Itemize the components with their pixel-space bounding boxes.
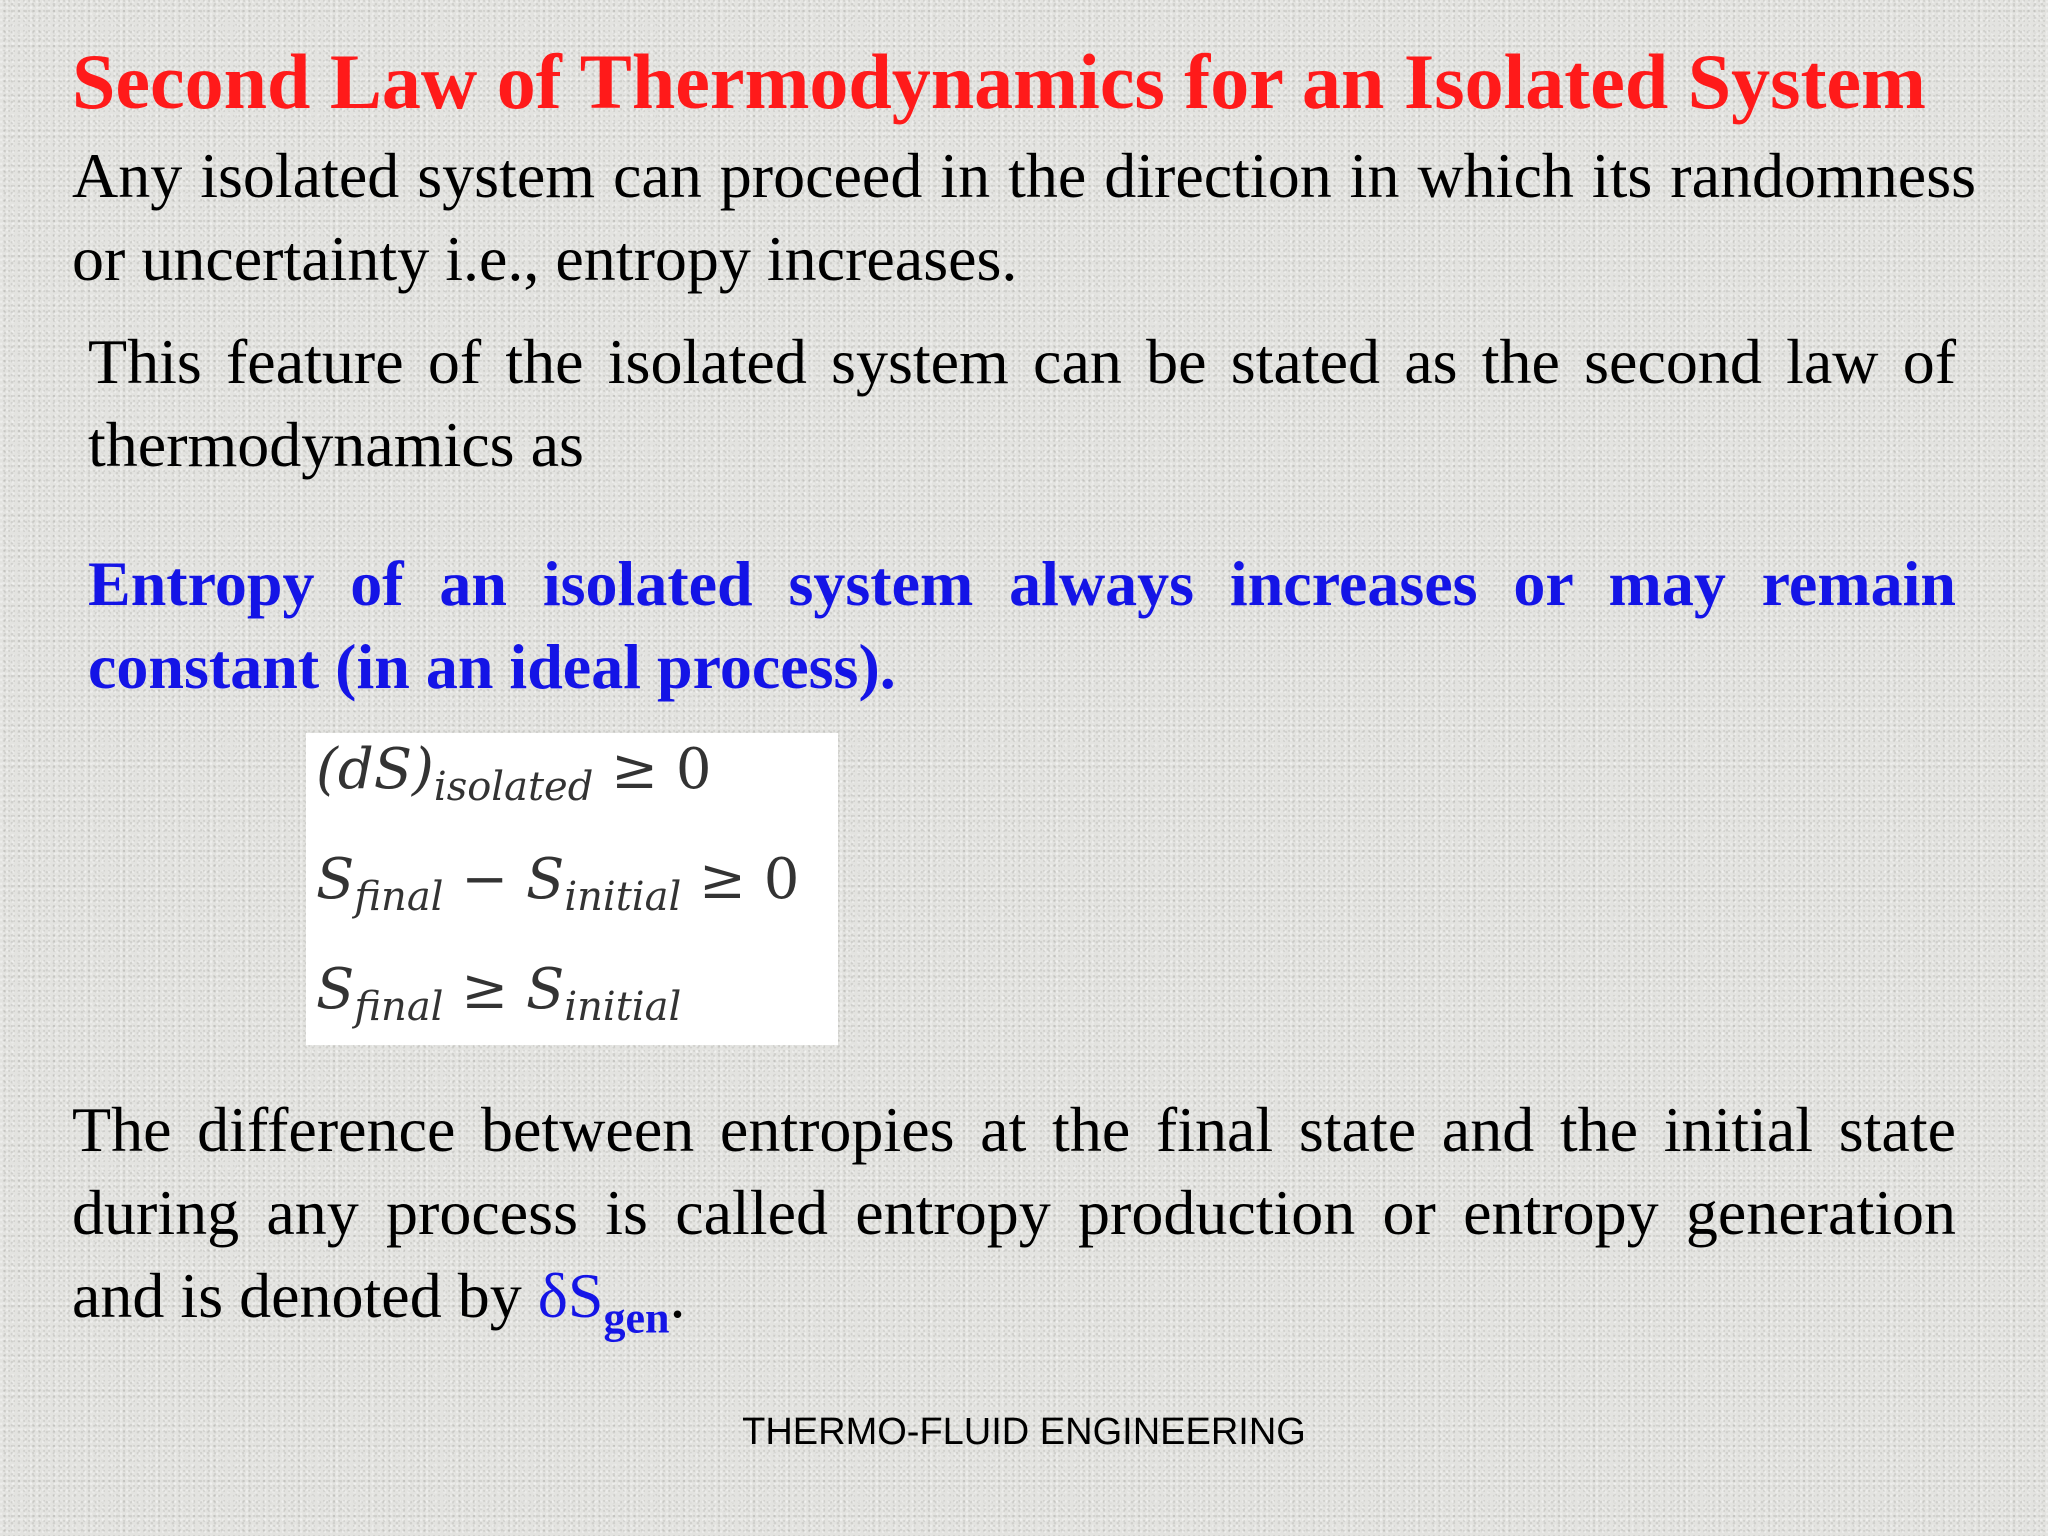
paragraph-end-punctuation: .	[669, 1260, 686, 1331]
eq1-sub: isolated	[433, 764, 594, 810]
eq3-b-sub: initial	[564, 984, 682, 1030]
paragraph-isolated-system: Any isolated system can proceed in the direction in which its randomness or uncertainty i.e., entropy increases.	[72, 140, 1976, 294]
slide-footer: THERMO-FLUID ENGINEERING	[742, 1411, 1306, 1453]
paragraph-second-law-intro: This feature of the isolated system can be stated as the second law of thermodynamics as	[88, 326, 1956, 480]
equation-ds-isolated	[316, 735, 711, 822]
eq2-rhs: ≥ 0	[681, 847, 800, 912]
equation-final-minus-initial	[316, 845, 799, 932]
paragraph-entropy-generation-text: The difference between entropies at the final state and the initial state during any process is called entropy production or entropy generation and is denoted by	[72, 1094, 1956, 1331]
symbol-sub: gen	[603, 1293, 670, 1343]
slide-title: Second Law of Thermodynamics for an Isolated System	[72, 38, 1927, 125]
eq3-a: S	[316, 957, 355, 1022]
eq3-b: S	[526, 957, 565, 1022]
eq2-b-sub: initial	[564, 874, 682, 920]
eq2-a: S	[316, 847, 355, 912]
eq2-op: −	[443, 847, 526, 912]
entropy-statement: Entropy of an isolated system always increases or may remain constant (in an ideal process).	[88, 548, 1956, 702]
symbol-main: δS	[537, 1260, 604, 1331]
paragraph-entropy-generation	[72, 1088, 1956, 1359]
eq2-b: S	[526, 847, 565, 912]
equation-final-geq-initial	[316, 955, 681, 1042]
eq3-a-sub: final	[354, 984, 444, 1030]
eq3-op: ≥	[443, 957, 526, 1022]
equation-box	[306, 733, 838, 1045]
eq1-rhs: ≥ 0	[593, 737, 712, 802]
eq2-a-sub: final	[354, 874, 444, 920]
eq1-main: (dS)	[316, 737, 434, 802]
entropy-generation-symbol	[537, 1260, 670, 1343]
